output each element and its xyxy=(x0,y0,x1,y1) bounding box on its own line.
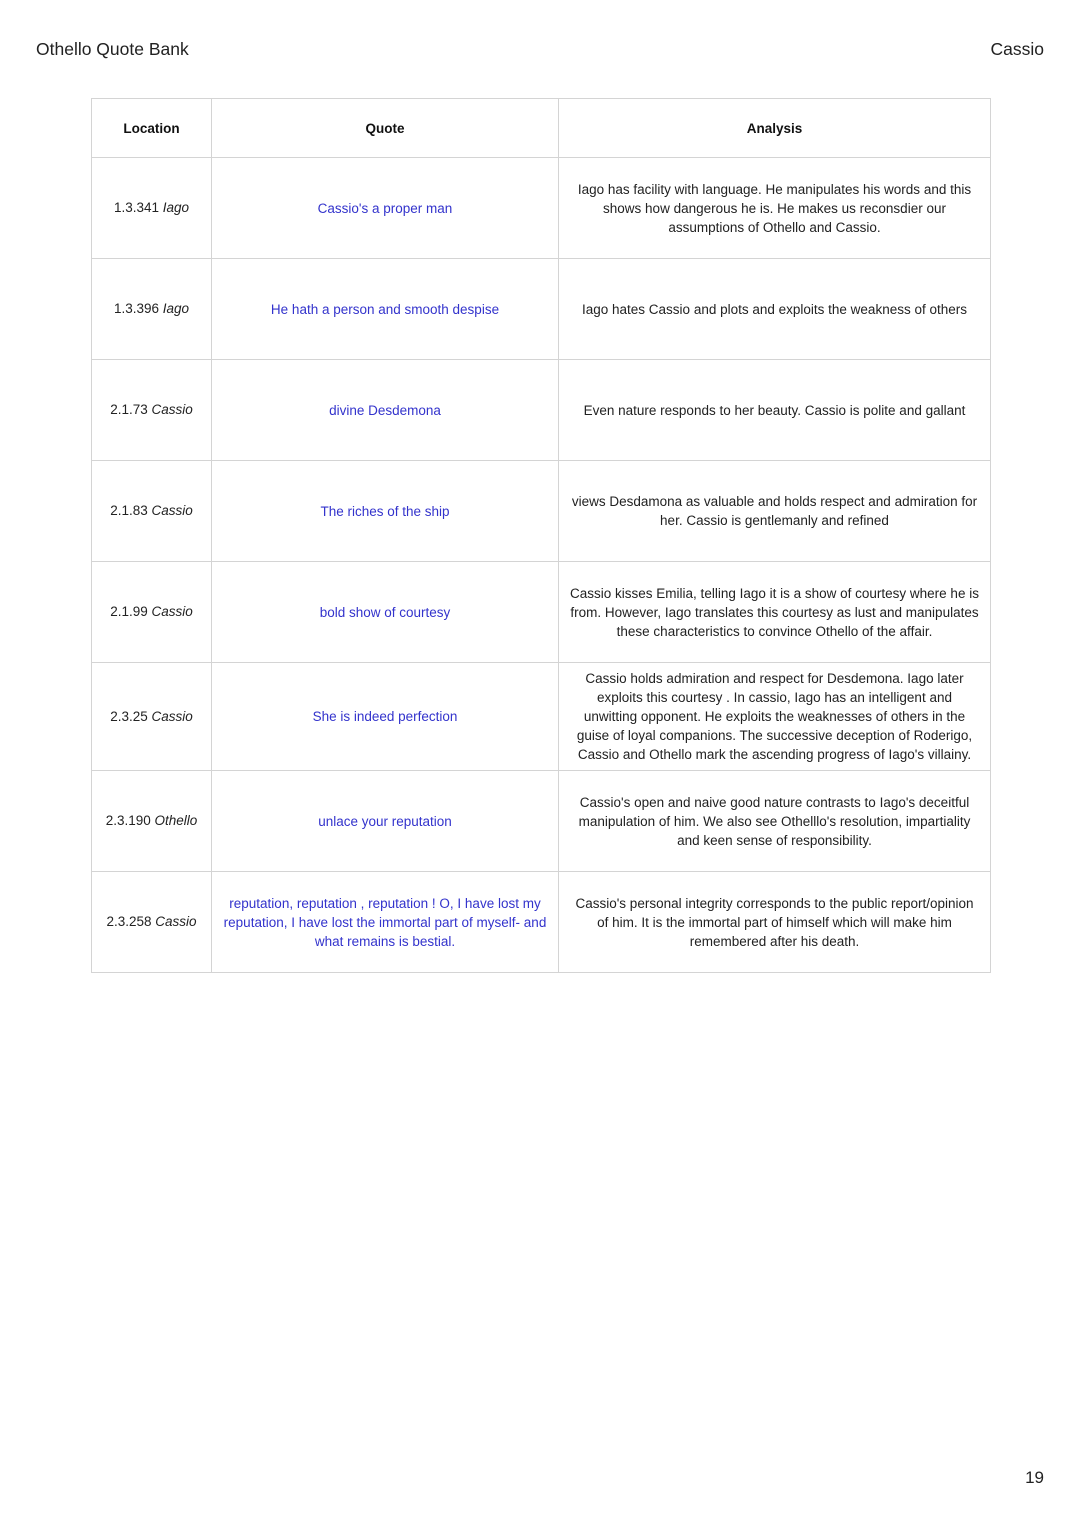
document-title: Othello Quote Bank xyxy=(36,39,189,59)
cell-analysis: Iago has facility with language. He manipulates his words and this shows how dangerous he is. He makes us reconsdier our assumptions of Othello and Cassio. xyxy=(559,158,991,259)
table-row xyxy=(92,461,991,562)
cell-location xyxy=(92,663,212,771)
cell-quote: divine Desdemona xyxy=(212,360,559,461)
cell-analysis: Even nature responds to her beauty. Cassio is polite and gallant xyxy=(559,360,991,461)
table-row xyxy=(92,562,991,663)
location-speaker: Iago xyxy=(162,301,190,316)
location-reference: 2.1.99 xyxy=(110,604,148,619)
cell-location xyxy=(92,562,212,663)
location-speaker: Cassio xyxy=(151,402,193,417)
cell-location xyxy=(92,259,212,360)
cell-quote: Cassio's a proper man xyxy=(212,158,559,259)
cell-location xyxy=(92,872,212,973)
cell-location xyxy=(92,771,212,872)
location-speaker: Cassio xyxy=(155,914,197,929)
location-speaker: Othello xyxy=(154,813,198,828)
cell-location xyxy=(92,360,212,461)
cell-analysis: Cassio's personal integrity corresponds to the public report/opinion of him. It is the immortal part of himself which will make him remembered after his death. xyxy=(559,872,991,973)
cell-quote: bold show of courtesy xyxy=(212,562,559,663)
cell-analysis: views Desdamona as valuable and holds respect and admiration for her. Cassio is gentlemanly and refined xyxy=(559,461,991,562)
cell-location xyxy=(92,461,212,562)
cell-quote: She is indeed perfection xyxy=(212,663,559,771)
cell-analysis: Iago hates Cassio and plots and exploits the weakness of others xyxy=(559,259,991,360)
running-header xyxy=(36,38,1044,60)
location-reference: 2.1.73 xyxy=(110,402,148,417)
table-header-row-group xyxy=(92,99,991,158)
table-row xyxy=(92,663,991,771)
quote-bank-table-wrapper xyxy=(91,98,990,973)
table-header-row xyxy=(92,99,991,158)
cell-analysis: Cassio kisses Emilia, telling Iago it is a show of courtesy where he is from. However, Iago translates this courtesy as lust and manipulates these characteristics to convince Othello of the affair. xyxy=(559,562,991,663)
location-reference: 2.1.83 xyxy=(110,503,148,518)
cell-analysis: Cassio holds admiration and respect for Desdemona. Iago later exploits this courtesy . In cassio, Iago has an intelligent and unwitting opponent. He exploits the weaknesses of others in the guise of loyal companions. The successive deception of Roderigo, Cassio and Othello mark the ascending progress of Iago's villainy. xyxy=(559,663,991,771)
location-reference: 1.3.396 xyxy=(113,301,159,316)
location-reference: 2.3.258 xyxy=(106,914,152,929)
cell-location xyxy=(92,158,212,259)
cell-quote: The riches of the ship xyxy=(212,461,559,562)
cell-quote: unlace your reputation xyxy=(212,771,559,872)
location-speaker: Cassio xyxy=(151,708,193,724)
location-reference: 2.3.190 xyxy=(105,813,151,828)
page-number: 19 xyxy=(1025,1468,1044,1487)
cell-quote: He hath a person and smooth despise xyxy=(212,259,559,360)
column-header-quote: Quote xyxy=(212,99,559,158)
table-row xyxy=(92,158,991,259)
table-row xyxy=(92,360,991,461)
column-header-analysis: Analysis xyxy=(559,99,991,158)
location-speaker: Cassio xyxy=(151,604,193,619)
table-row xyxy=(92,259,991,360)
location-speaker: Iago xyxy=(162,200,190,215)
location-reference: 1.3.341 xyxy=(113,200,159,215)
column-header-location: Location xyxy=(92,99,212,158)
location-speaker: Cassio xyxy=(151,503,193,518)
quote-bank-table xyxy=(91,98,991,973)
character-name: Cassio xyxy=(990,39,1044,59)
cell-analysis: Cassio's open and naive good nature contrasts to Iago's deceitful manipulation of him. We also see Othelllo's resolution, impartiality and keen sense of responsibility. xyxy=(559,771,991,872)
location-reference: 2.3.25 xyxy=(110,708,148,724)
table-row xyxy=(92,771,991,872)
table-row xyxy=(92,872,991,973)
table-body xyxy=(92,158,991,973)
cell-quote: reputation, reputation , reputation ! O, I have lost my reputation, I have lost the immortal part of myself- and what remains is bestial. xyxy=(212,872,559,973)
